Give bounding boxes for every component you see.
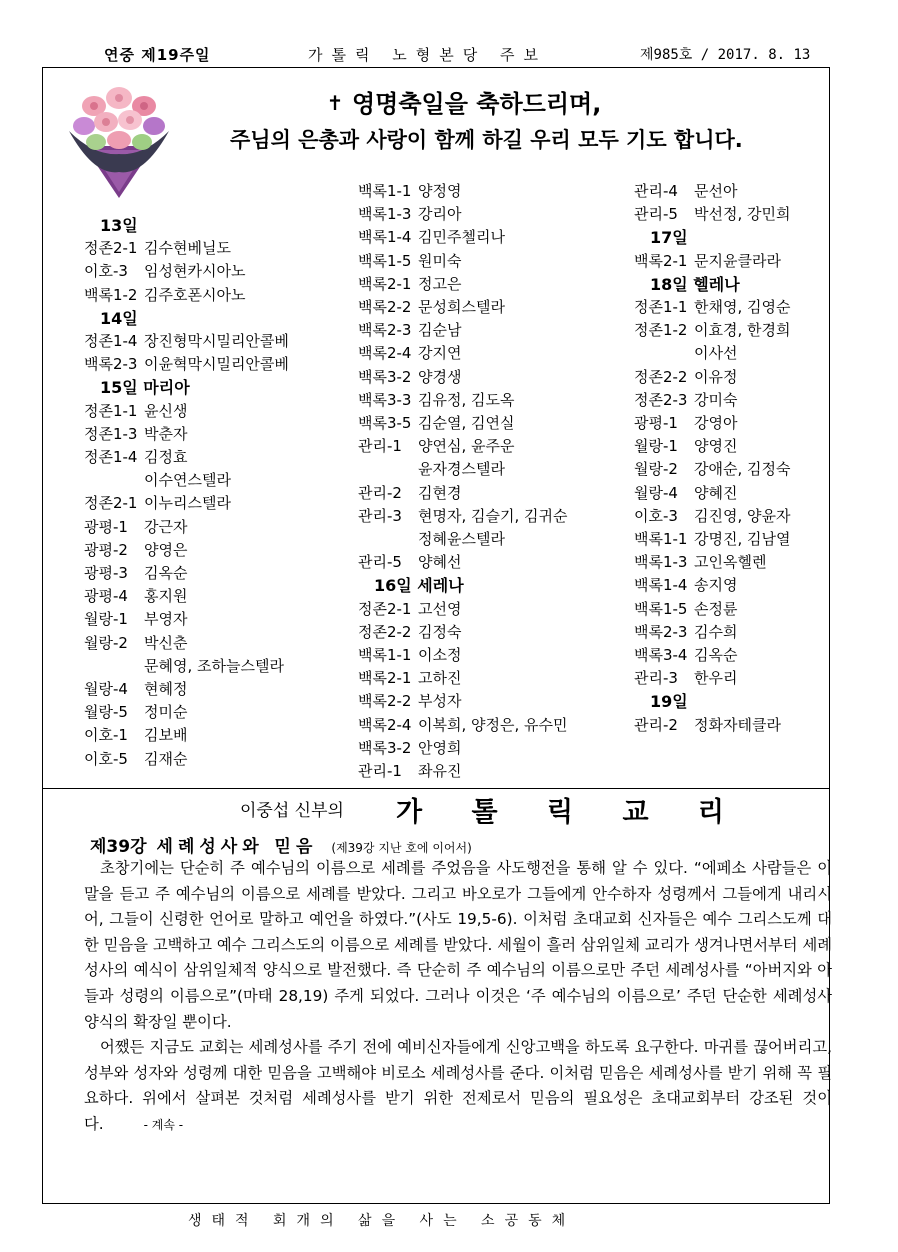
parishioner-name: 김보배 <box>144 726 188 745</box>
section-unit: 정존1-2 <box>634 321 688 340</box>
section-unit: 백록2-1 <box>634 251 688 270</box>
feast-day-heading: 17일 <box>650 228 688 248</box>
parishioner-name: 안영희 <box>418 738 462 757</box>
parishioner-name: 이복희, 양정은, 유수민 <box>418 715 568 734</box>
section-unit: 백록1-1 <box>358 646 412 665</box>
feast-entry <box>84 353 289 376</box>
parishioner-name: 김현경 <box>418 483 462 502</box>
parishioner-name: 양영은 <box>144 540 188 559</box>
section-unit: 월랑-1 <box>84 610 128 629</box>
section-unit: 정존1-4 <box>84 332 138 351</box>
feast-day-heading: 13일 <box>100 216 138 235</box>
section-unit: 광평-4 <box>84 587 128 606</box>
feast-entry <box>634 598 790 621</box>
parishioner-name: 임성현카시아노 <box>144 262 246 281</box>
feast-day-heading: 14일 <box>100 308 138 328</box>
feast-entry <box>84 423 289 446</box>
parishioner-name: 양경생 <box>418 367 462 386</box>
feast-entry <box>84 400 289 423</box>
parishioner-name: 장진형막시밀리안콜베 <box>144 332 289 351</box>
section-unit: 관리-3 <box>358 506 402 525</box>
section-unit: 정존2-1 <box>84 239 138 258</box>
feast-entry <box>358 482 567 505</box>
section-unit: 이호-3 <box>634 506 678 525</box>
section-unit: 관리-3 <box>634 669 678 688</box>
section-unit: 백록2-3 <box>84 355 138 374</box>
section-unit: 백록3-2 <box>358 367 412 386</box>
feast-entry <box>84 260 289 283</box>
feast-entry <box>358 714 567 737</box>
feast-day-heading: 16일 세레나 <box>374 576 464 596</box>
section-unit: 월랑-2 <box>84 633 128 652</box>
section-unit: 백록1-5 <box>358 251 412 270</box>
parishioner-name: 좌유진 <box>418 762 462 781</box>
feast-entry <box>358 690 567 713</box>
section-unit: 정존1-1 <box>84 401 138 420</box>
parishioner-name: 이누리스텔라 <box>144 494 231 513</box>
feast-entry <box>84 237 289 260</box>
parishioner-name: 이효경, 한경희 <box>694 321 791 340</box>
parishioner-name: 양정영 <box>418 182 462 200</box>
feast-entry <box>358 180 567 203</box>
section-unit: 정존2-3 <box>634 390 688 409</box>
parishioner-name: 김옥순 <box>694 646 738 665</box>
parishioner-name: 정고은 <box>418 274 462 293</box>
catechism-title: 가 톨 릭 교 리 <box>396 797 745 828</box>
section-unit: 백록3-5 <box>358 414 412 433</box>
feast-column-2 <box>358 180 567 783</box>
parishioner-name: 문선아 <box>694 182 738 200</box>
section-unit: 백록2-3 <box>358 321 412 340</box>
parishioner-name: 김옥순 <box>144 564 188 583</box>
flower-bouquet-icon <box>64 76 174 202</box>
feast-entry <box>358 273 567 296</box>
section-unit: 정존2-2 <box>358 622 412 641</box>
section-unit: 백록2-1 <box>358 274 412 293</box>
section-unit: 정존1-4 <box>84 448 138 467</box>
section-unit: 백록1-4 <box>634 576 688 595</box>
lesson-title: 세례성사와 믿음 <box>156 837 318 857</box>
feast-entry <box>358 389 567 412</box>
feast-entry <box>634 505 790 528</box>
feast-name-continued: 이사선 <box>694 344 738 363</box>
feast-entry <box>358 598 567 621</box>
section-unit: 백록2-4 <box>358 715 412 734</box>
parishioner-name: 고하진 <box>418 669 462 688</box>
feast-entry <box>84 748 289 771</box>
section-unit: 백록1-1 <box>358 182 412 200</box>
parishioner-name: 강명진, 김남열 <box>694 530 791 549</box>
parishioner-name: 고선영 <box>418 599 462 618</box>
feast-entry <box>634 714 790 737</box>
section-unit: 관리-5 <box>634 205 678 224</box>
parishioner-name: 김재순 <box>144 749 188 768</box>
section-unit: 월랑-1 <box>634 437 678 456</box>
feast-entry <box>84 539 289 562</box>
section-unit: 백록1-3 <box>634 553 688 572</box>
feast-entry <box>84 724 289 747</box>
lesson-note: (제39강 지난 호에 이어서) <box>331 841 472 855</box>
section-unit: 이호-1 <box>84 726 128 745</box>
section-unit: 광평-1 <box>634 414 678 433</box>
section-unit: 정존1-1 <box>634 298 688 317</box>
section-unit: 관리-1 <box>358 437 402 456</box>
section-unit: 관리-2 <box>358 483 402 502</box>
header-bulletin-title: 가톨릭 노형본당 주보 <box>308 46 547 64</box>
feast-entry <box>634 435 790 458</box>
feast-entry <box>634 574 790 597</box>
feast-entry <box>358 203 567 226</box>
parishioner-name: 강애순, 김정숙 <box>694 460 791 479</box>
parishioner-name: 양영진 <box>694 437 738 456</box>
feast-name-continued: 이수연스텔라 <box>144 471 231 490</box>
parishioner-name: 강리아 <box>418 205 462 224</box>
parishioner-name: 정화자테클라 <box>694 715 781 734</box>
section-unit: 백록2-4 <box>358 344 412 363</box>
parishioner-name: 손정륜 <box>694 599 738 618</box>
parishioner-name: 박신춘 <box>144 633 188 652</box>
parishioner-name: 이소정 <box>418 646 462 665</box>
section-unit: 백록1-3 <box>358 205 412 224</box>
section-divider <box>42 788 830 789</box>
feast-entry <box>358 435 567 458</box>
feast-name-continued: 윤자경스텔라 <box>418 460 505 479</box>
feast-entry <box>634 389 790 412</box>
parishioner-name: 김순남 <box>418 321 462 340</box>
parishioner-name: 양혜진 <box>694 483 738 502</box>
feast-day-heading: 18일 헬레나 <box>650 274 740 294</box>
feast-entry <box>358 319 567 342</box>
feast-entry <box>84 585 289 608</box>
parishioner-name: 고인옥헬렌 <box>694 553 767 572</box>
parishioner-name: 양연심, 윤주운 <box>418 437 515 456</box>
footer-motto: 생태적 회개의 삶을 사는 소공동체 <box>188 1213 576 1229</box>
parishioner-name: 문성희스텔라 <box>418 298 505 317</box>
parishioner-name: 한채영, 김영순 <box>694 298 791 317</box>
feast-entry <box>634 644 790 667</box>
greeting-line-2: 주님의 은총과 사랑이 함께 하길 우리 모두 기도 합니다. <box>230 128 743 152</box>
parishioner-name: 현명자, 김슬기, 김귀순 <box>418 506 568 525</box>
feast-entry <box>84 330 289 353</box>
feast-entry <box>84 284 289 307</box>
parishioner-name: 윤신생 <box>144 401 188 420</box>
section-unit: 백록1-1 <box>634 530 688 549</box>
header-week: 연중 제19주일 <box>104 46 211 64</box>
section-unit: 광평-2 <box>84 540 128 559</box>
section-unit: 정존1-3 <box>84 424 138 443</box>
parishioner-name: 홍지원 <box>144 587 188 606</box>
feast-name-continued: 문혜영, 조하늘스텔라 <box>144 656 284 675</box>
feast-entry <box>358 342 567 365</box>
catechism-author: 이중섭 신부의 <box>240 801 344 821</box>
feast-entry <box>634 366 790 389</box>
feast-entry <box>358 226 567 249</box>
parishioner-name: 박선정, 강민희 <box>694 205 791 224</box>
parishioner-name: 문지윤클라라 <box>694 251 781 270</box>
parishioner-name: 김정숙 <box>418 622 462 641</box>
header-issue-date: 제985호 / 2017. 8. 13 <box>640 47 811 63</box>
section-unit: 월랑-2 <box>634 460 678 479</box>
parishioner-name: 부영자 <box>144 610 188 629</box>
catechism-body <box>84 856 832 1139</box>
feast-entry <box>634 203 790 226</box>
continued-mark: - 계속 - <box>143 1117 184 1132</box>
greeting-line-1: ✝ 영명축일을 축하드리며, <box>324 84 601 119</box>
section-unit: 정존2-2 <box>634 367 688 386</box>
parishioner-name: 김민주첼리나 <box>418 228 505 247</box>
section-unit: 이호-5 <box>84 749 128 768</box>
feast-entry <box>634 528 790 551</box>
section-unit: 백록1-2 <box>84 285 138 304</box>
section-unit: 관리-1 <box>358 762 402 781</box>
section-unit: 월랑-4 <box>634 483 678 502</box>
feast-entry <box>358 250 567 273</box>
feast-entry <box>634 250 790 273</box>
section-unit: 백록2-3 <box>634 622 688 641</box>
parishioner-name: 김주호폰시아노 <box>144 285 246 304</box>
feast-entry <box>634 296 790 319</box>
feast-entry <box>358 366 567 389</box>
parishioner-name: 부성자 <box>418 692 462 711</box>
feast-entry <box>634 319 790 342</box>
section-unit: 광평-1 <box>84 517 128 536</box>
section-unit: 정존2-1 <box>358 599 412 618</box>
feast-entry <box>358 667 567 690</box>
section-unit: 백록3-4 <box>634 646 688 665</box>
parishioner-name: 이유정 <box>694 367 738 386</box>
section-unit: 백록3-3 <box>358 390 412 409</box>
feast-entry <box>358 760 567 783</box>
section-unit: 백록2-2 <box>358 692 412 711</box>
feast-entry <box>634 180 790 203</box>
parishioner-name: 김수현베닐도 <box>144 239 231 258</box>
parishioner-name: 김진영, 양윤자 <box>694 506 791 525</box>
feast-entry <box>84 608 289 631</box>
feast-entry <box>358 551 567 574</box>
parishioner-name: 현혜정 <box>144 680 188 699</box>
section-unit: 관리-2 <box>634 715 678 734</box>
feast-entry <box>84 678 289 701</box>
feast-day-heading: 15일 마리아 <box>100 378 190 398</box>
feast-entry <box>84 492 289 515</box>
parishioner-name: 정미순 <box>144 703 188 722</box>
feast-entry <box>84 632 289 655</box>
feast-entry <box>84 446 289 469</box>
feast-entry <box>358 296 567 319</box>
catechism-paragraph: 어쨌든 지금도 교회는 세례성사를 주기 전에 예비신자들에게 신앙고백을 하도록 요구한다. 마귀를 끊어버리고, 성부와 성자와 성령께 대한 믿음을 고백해야 비로소 세례성사를 준다. 이처럼 믿음은 세례성사를 받기 위해 꼭 필요하다. 위에서 살펴본 것처럼 세례성사를 받기 위한 전제로서 믿음의 필요성은 초대교회부터 강조된 것이다. - 계속 - <box>84 1038 832 1133</box>
parishioner-name: 김순열, 김연실 <box>418 414 515 433</box>
feast-entry <box>84 701 289 724</box>
feast-entry <box>84 562 289 585</box>
feast-entry <box>634 412 790 435</box>
feast-entry <box>634 482 790 505</box>
catechism-paragraph: 초창기에는 단순히 주 예수님의 이름으로 세례를 주었음을 사도행전을 통해 알 수 있다. “에페소 사람들은 이 말을 듣고 주 예수님의 이름으로 세례를 받았다. 그리고 바오로가 그들에게 안수하자 성령께서 그들에게 내리시어, 그들이 신령한 언어로 말하고 예언을 하였다.”(사도 19,5-6). 이처럼 초대교회 신자들은 예수 그리스도께 대한 믿음을 고백하고 예수 그리스도의 이름으로 세례를 받았다. 세월이 흘러 삼위일체 교리가 생겨나면서부터 세례성사의 예식이 삼위일체적 양식으로 발전했다. 즉 단순히 주 예수님의 이름으로만 주던 세례성사를 “아버지와 아들과 성령의 이름으로”(마태 28,19) 주게 되었다. 그러나 이것은 ‘주 예수님의 이름으로’ 주던 단순한 세례성사 양식의 확장일 뿐이다. <box>84 859 833 1031</box>
feast-entry <box>634 667 790 690</box>
feast-name-continued: 정혜윤스텔라 <box>418 530 505 549</box>
parishioner-name: 강근자 <box>144 517 188 536</box>
section-unit: 백록1-4 <box>358 228 412 247</box>
parishioner-name: 김수희 <box>694 622 738 641</box>
parishioner-name: 원미숙 <box>418 251 462 270</box>
feast-entry <box>358 737 567 760</box>
lesson-number: 제39강 <box>90 837 147 857</box>
parishioner-name: 강지연 <box>418 344 462 363</box>
feast-entry <box>358 644 567 667</box>
section-unit: 월랑-5 <box>84 703 128 722</box>
feast-day-heading: 19일 <box>650 692 688 712</box>
section-unit: 관리-4 <box>634 182 678 200</box>
parishioner-name: 한우리 <box>694 669 738 688</box>
feast-entry <box>634 458 790 481</box>
parishioner-name: 김유정, 김도옥 <box>418 390 515 409</box>
parishioner-name: 송지영 <box>694 576 738 595</box>
parishioner-name: 강영아 <box>694 414 738 433</box>
parishioner-name: 이윤혁막시밀리안콜베 <box>144 355 289 374</box>
section-unit: 백록2-2 <box>358 298 412 317</box>
section-unit: 백록2-1 <box>358 669 412 688</box>
feast-entry <box>634 551 790 574</box>
section-unit: 광평-3 <box>84 564 128 583</box>
feast-entry <box>358 621 567 644</box>
feast-column-3 <box>634 180 790 737</box>
section-unit: 이호-3 <box>84 262 128 281</box>
lesson-heading <box>90 832 472 857</box>
section-unit: 정존2-1 <box>84 494 138 513</box>
section-unit: 백록1-5 <box>634 599 688 618</box>
feast-entry <box>358 412 567 435</box>
section-unit: 관리-5 <box>358 553 402 572</box>
section-unit: 백록3-2 <box>358 738 412 757</box>
section-unit: 월랑-4 <box>84 680 128 699</box>
parishioner-name: 양혜선 <box>418 553 462 572</box>
cross-icon: ✝ <box>326 91 344 115</box>
feast-entry <box>634 621 790 644</box>
feast-entry <box>84 516 289 539</box>
feast-entry <box>358 505 567 528</box>
parishioner-name: 김정효 <box>144 448 188 467</box>
feast-column-1 <box>84 214 289 771</box>
parishioner-name: 박춘자 <box>144 424 188 443</box>
parishioner-name: 강미숙 <box>694 390 738 409</box>
